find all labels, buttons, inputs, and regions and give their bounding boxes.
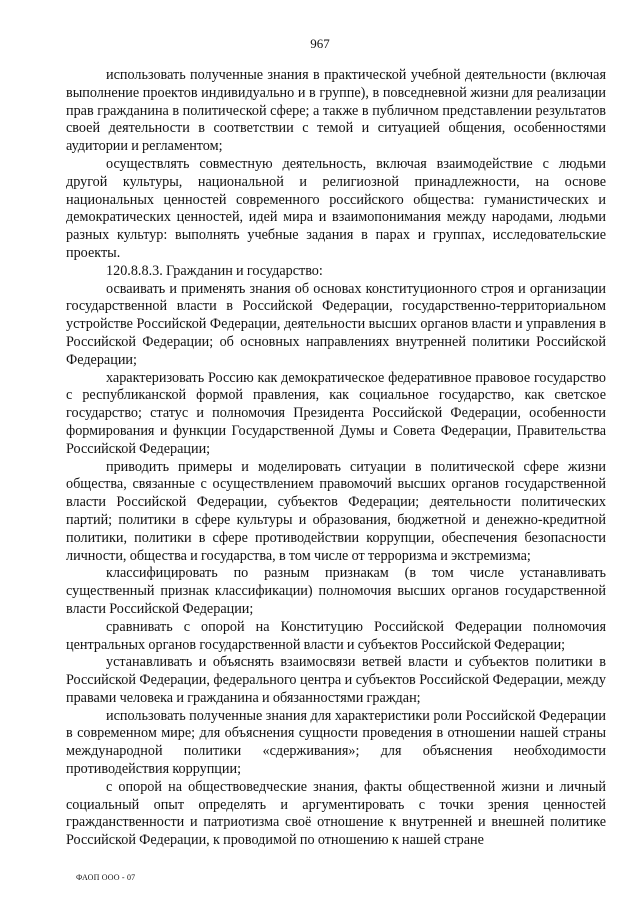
paragraph: приводить примеры и моделировать ситуации в политической сфере жизни общества, связанные с осуществлением правомочий высших органов государственной власти Российской Федерации, субъектов Федерации; деятельности политических партий; политики в сфере культуры и образования, бюджетной и денежно-кредитной политики, политики в сфере противодействии коррупции, обеспечения безопасности личности, общества и государства, в том числе от терроризма и экстремизма; [66, 458, 606, 564]
page-number: 967 [310, 36, 330, 51]
footer-code: ФАОП ООО - 07 [76, 873, 136, 882]
paragraph: с опорой на обществоведческие знания, факты общественной жизни и личный социальный опыт определять и аргументировать с точки зрения ценностей гражданственности и патриотизма своё отношение к внутренней и внешней политике Российской Федерации, к проводимой по отношению к нашей стране [66, 778, 606, 849]
paragraph: осуществлять совместную деятельность, включая взаимодействие с людьми другой культуры, национальной и религиозной принадлежности, на основе национальных ценностей современного российского общества: гуманистических и демократических ценностей, идей мира и взаимопонимания между народами, людьми разных культур: выполнять учебные задания в парах и группах, исследовательские проекты. [66, 155, 606, 261]
document-body [66, 67, 606, 850]
section-heading: 120.8.8.3. Гражданин и государство: [106, 262, 323, 279]
paragraph: использовать полученные знания для характеристики роли Российской Федерации в современном мире; для объяснения сущности проведения в отношении нашей страны международной политики «сдерживания»; для объяснения необходимости противодействия коррупции; [66, 707, 606, 778]
paragraph: характеризовать Россию как демократическое федеративное правовое государство с республиканской формой правления, как социальное государство, как светское государство; статус и полномочия Президента Российской Федерации, особенности формирования и функции Государственной Думы и Совета Федерации, Правительства Российской Федерации; [66, 369, 606, 457]
paragraph: использовать полученные знания в практической учебной деятельности (включая выполнение проектов индивидуально и в группе), в повседневной жизни для реализации прав гражданина в политической сфере; а также в публичном представлении результатов своей деятельности в соответствии с темой и ситуацией общения, особенностями аудитории и регламентом; [66, 67, 606, 155]
paragraph: устанавливать и объяснять взаимосвязи ветвей власти и субъектов политики в Российской Федерации, федерального центра и субъектов Российской Федерации, между правами человека и гражданина и обязанностями граждан; [66, 654, 606, 706]
paragraph: классифицировать по разным признакам (в том числе устанавливать существенный признак классификации) полномочия высших органов государственной власти Российской Федерации; [66, 565, 606, 617]
paragraph: осваивать и применять знания об основах конституционного строя и организации государственной власти в Российской Федерации, государственно-территориальном устройстве Российской Федерации, деятельности высших органов власти и управления в Российской Федерации; об основных направлениях внутренней политики Российской Федерации; [66, 280, 606, 368]
paragraph: сравнивать с опорой на Конституцию Российской Федерации полномочия центральных органов государственной власти и субъектов Российской Федерации; [66, 618, 606, 653]
